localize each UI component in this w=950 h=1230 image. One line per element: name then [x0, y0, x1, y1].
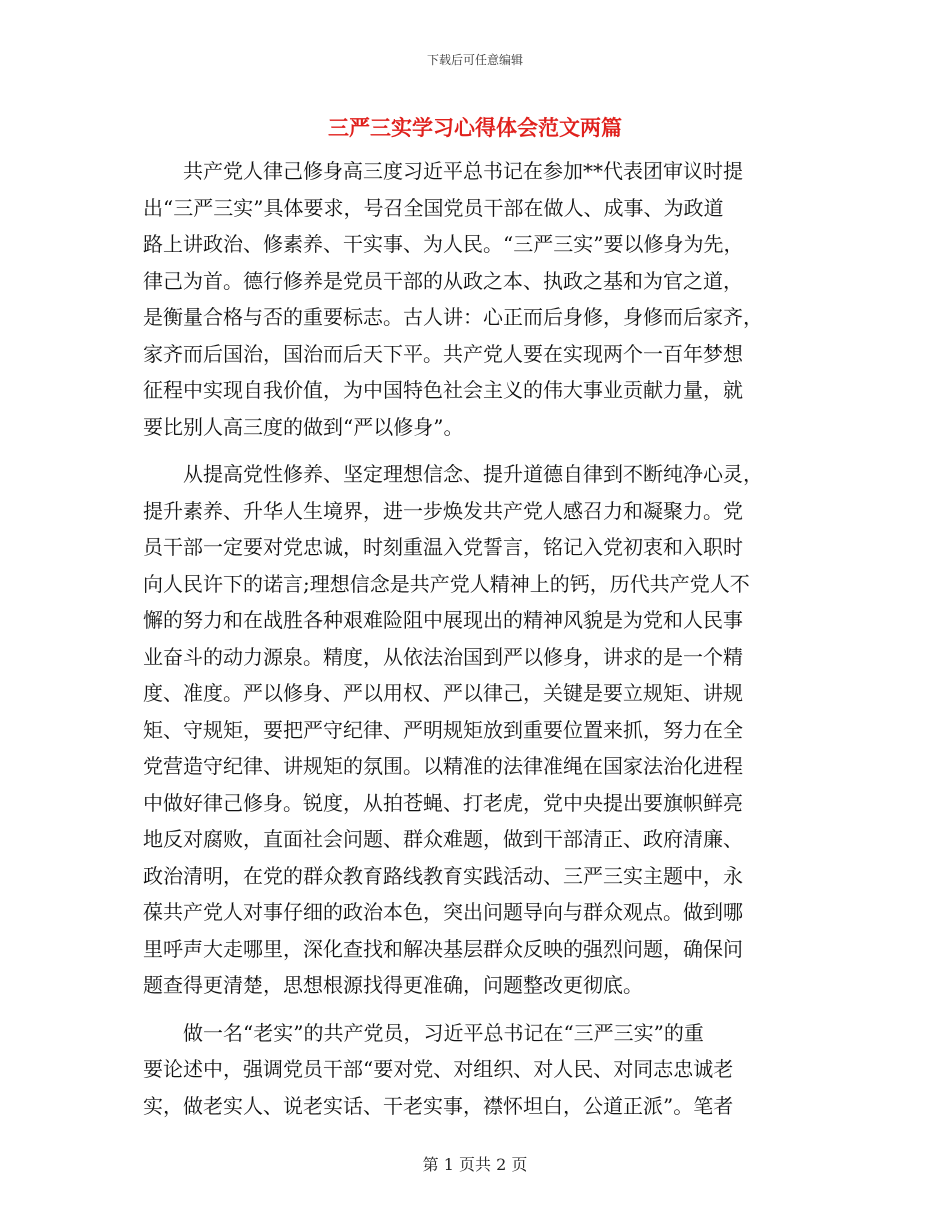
- paragraph-1: [143, 153, 805, 445]
- text-line: 共产党人律己修身高三度习近平总书记在参加**代表团审议时提: [183, 159, 743, 183]
- text-line: 党营造守纪律、讲规矩的氛围。以精准的法律准绳在国家法治化进程: [143, 754, 743, 778]
- text-line: 题查得更清楚，思想根源找得更准确，问题整改更彻底。: [143, 973, 643, 997]
- text-line: 做一名“老实”的共产党员，习近平总书记在“三严三实”的重: [183, 1020, 704, 1045]
- document-body: [143, 153, 805, 1124]
- text-line: 路上讲政治、修素养、干实事、为人民。“三严三实”要以修身为先，: [143, 232, 744, 256]
- text-line: 从提高党性修养、坚定理想信念、提升道德自律到不断纯净心灵，: [183, 462, 763, 486]
- paragraph-2: [143, 456, 805, 1004]
- text-line: 业奋斗的动力源泉。精度，从依法治国到严以修身，讲求的是一个精: [143, 644, 743, 669]
- text-line: 政治清明，在党的群众教育路线教育实践活动、三严三实主题中，永: [143, 863, 743, 888]
- text-line: 葆共产党人对事仔细的政治本色，突出问题导向与群众观点。做到哪: [143, 900, 743, 924]
- text-line: 员干部一定要对党忠诚，时刻重温入党誓言，铭记入党初衷和入职时: [143, 535, 743, 559]
- text-line: 中做好律己修身。锐度，从拍苍蝇、打老虎，党中央提出要旗帜鲜亮: [143, 790, 743, 815]
- document-title: 三严三实学习心得体会范文两篇: [328, 115, 622, 140]
- text-line: 出“三严三实”具体要求，号召全国党员干部在做人、成事、为政道: [143, 195, 724, 220]
- page-number-footer: 第 1 页共 2 页: [422, 1155, 528, 1174]
- text-line: 懈的努力和在战胜各种艰难险阻中展现出的精神风貌是为党和人民事: [143, 608, 743, 632]
- page-header: 下载后可任意编辑: [426, 53, 523, 67]
- text-line: 是衡量合格与否的重要标志。古人讲：心正而后身修，身修而后家齐，: [143, 305, 763, 329]
- text-line: 提升素养、升华人生境界，进一步焕发共产党人感召力和凝聚力。党: [143, 498, 743, 523]
- text-line: 征程中实现自我价值，为中国特色社会主义的伟大事业贡献力量，就: [143, 378, 743, 402]
- text-line: 实，做老实人、说老实话、干老实事，襟怀坦白，公道正派”。笔者: [143, 1093, 734, 1118]
- text-line: 要比别人高三度的做到“严以修身”。: [143, 414, 464, 439]
- text-line: 矩、守规矩，要把严守纪律、严明规矩放到重要位置来抓，努力在全: [143, 717, 743, 742]
- paragraph-3: [143, 1015, 805, 1125]
- text-line: 律己为首。德行修养是党员干部的从政之本、执政之基和为官之道，: [143, 268, 743, 293]
- text-line: 度、准度。严以修身、严以用权、严以律己，关键是要立规矩、讲规: [143, 681, 743, 705]
- text-line: 地反对腐败，直面社会问题、群众难题，做到干部清正、政府清廉、: [143, 827, 743, 851]
- text-line: 要论述中，强调党员干部“要对党、对组织、对人民、对同志忠诚老: [143, 1057, 734, 1081]
- text-line: 里呼声大走哪里，深化查找和解决基层群众反映的强烈问题，确保问: [143, 936, 743, 961]
- text-line: 向人民许下的诺言;理想信念是共产党人精神上的钙，历代共产党人不: [143, 571, 750, 596]
- text-line: 家齐而后国治，国治而后天下平。共产党人要在实现两个一百年梦想: [143, 341, 743, 366]
